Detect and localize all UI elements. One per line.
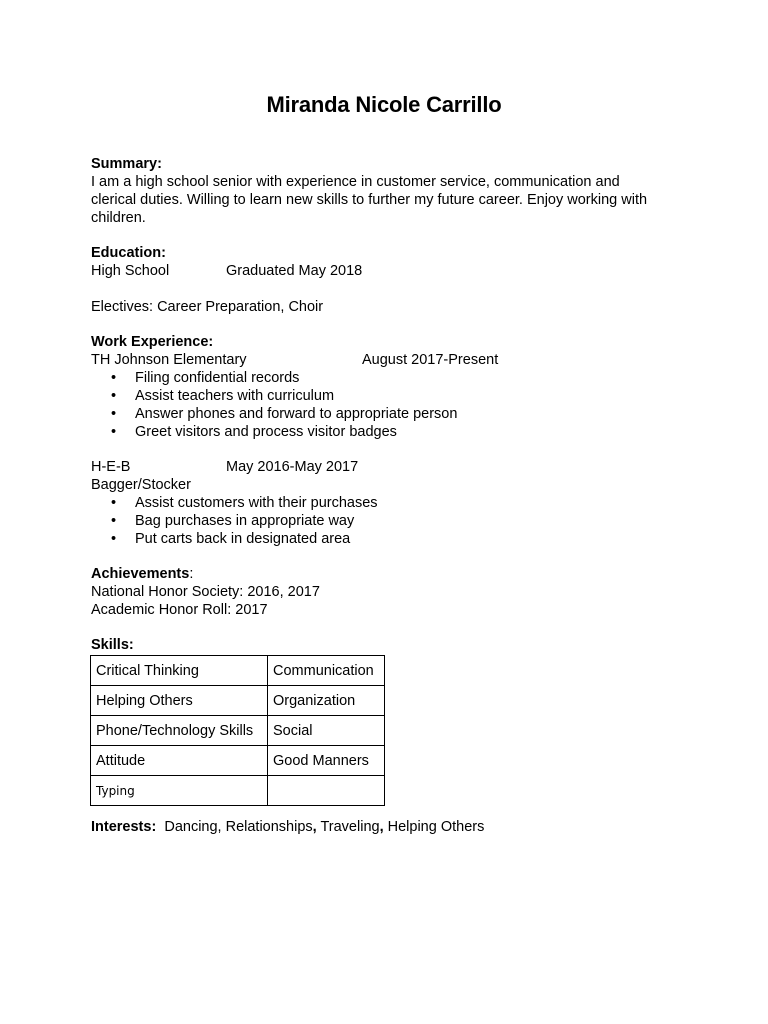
job-2-employer: H-E-B <box>91 459 131 475</box>
table-row <box>91 746 385 776</box>
achievements-heading: Achievements: <box>91 566 194 582</box>
skill-cell: Phone/Technology Skills <box>91 716 268 746</box>
interests-line: Interests: Dancing, Relationships, Traveling, Helping Others <box>91 819 485 835</box>
summary-line-3: children. <box>91 210 146 226</box>
job-2-role: Bagger/Stocker <box>91 477 191 493</box>
summary-heading: Summary: <box>91 156 162 172</box>
resume-page: Miranda Nicole Carrillo Summary: I am a high school senior with experience in customer service, communication and clerical duties. Willing to learn new skills to further my future career. Enjoy working with children. Education: High School Graduated May 2018 Electives: Career Preparation, Choir Work Experience: TH Johnson Elementary August 2017-Present • Filing confidential records • Assist teachers with curriculum • Answer phones and forward to appropriate person • Greet visitors and process visitor badges H-E-B May 2016-May 2017 Bagger/Stocker • Assist customers with their purchases • Bag purchases in appropriate way • Put carts back in designated area Achievements: National Honor Society: 2016, 2017 Academic Honor Roll: 2017 Skills: Critical Thinking Communication Helping Others Organization Phone/Technology Skills Social Attitude Good Manners Typing Interests: Dancing, Relationships, Traveling, Helping Others <box>0 0 768 1024</box>
skill-cell: Organization <box>268 686 385 716</box>
resume-name: Miranda Nicole Carrillo <box>266 92 502 117</box>
skill-cell: Helping Others <box>91 686 268 716</box>
job-1-dates: August 2017-Present <box>362 352 499 368</box>
education-graduated: Graduated May 2018 <box>226 263 363 279</box>
achievement-2: Academic Honor Roll: 2017 <box>91 602 268 618</box>
achievement-1: National Honor Society: 2016, 2017 <box>91 584 320 600</box>
table-row <box>91 686 385 716</box>
interest-item: Traveling <box>320 819 380 835</box>
skill-cell: Attitude <box>91 746 268 776</box>
summary-line-1: I am a high school senior with experience in customer service, communication and <box>91 174 620 190</box>
table-row <box>91 776 385 806</box>
skill-cell: Critical Thinking <box>91 656 268 686</box>
skills-heading: Skills: <box>91 637 134 653</box>
table-row <box>91 656 385 686</box>
job-1-employer: TH Johnson Elementary <box>91 352 247 368</box>
skill-cell: Social <box>268 716 385 746</box>
education-school: High School <box>91 263 170 279</box>
education-electives: Electives: Career Preparation, Choir <box>91 299 324 315</box>
table-row <box>91 716 385 746</box>
skill-cell: Communication <box>268 656 385 686</box>
skill-cell <box>268 776 385 806</box>
interest-item: Helping Others <box>387 819 485 835</box>
work-heading: Work Experience: <box>91 334 214 350</box>
interest-item: Dancing, Relationships <box>164 819 313 835</box>
interests-heading: Interests: <box>91 819 157 835</box>
summary-line-2: clerical duties. Willing to learn new skills to further my future career. Enjoy working with <box>91 192 648 208</box>
skill-cell: Good Manners <box>268 746 385 776</box>
education-heading: Education: <box>91 245 166 261</box>
skills-table <box>90 655 385 806</box>
job-2-dates: May 2016-May 2017 <box>226 459 359 475</box>
skill-cell: Typing <box>91 776 268 806</box>
